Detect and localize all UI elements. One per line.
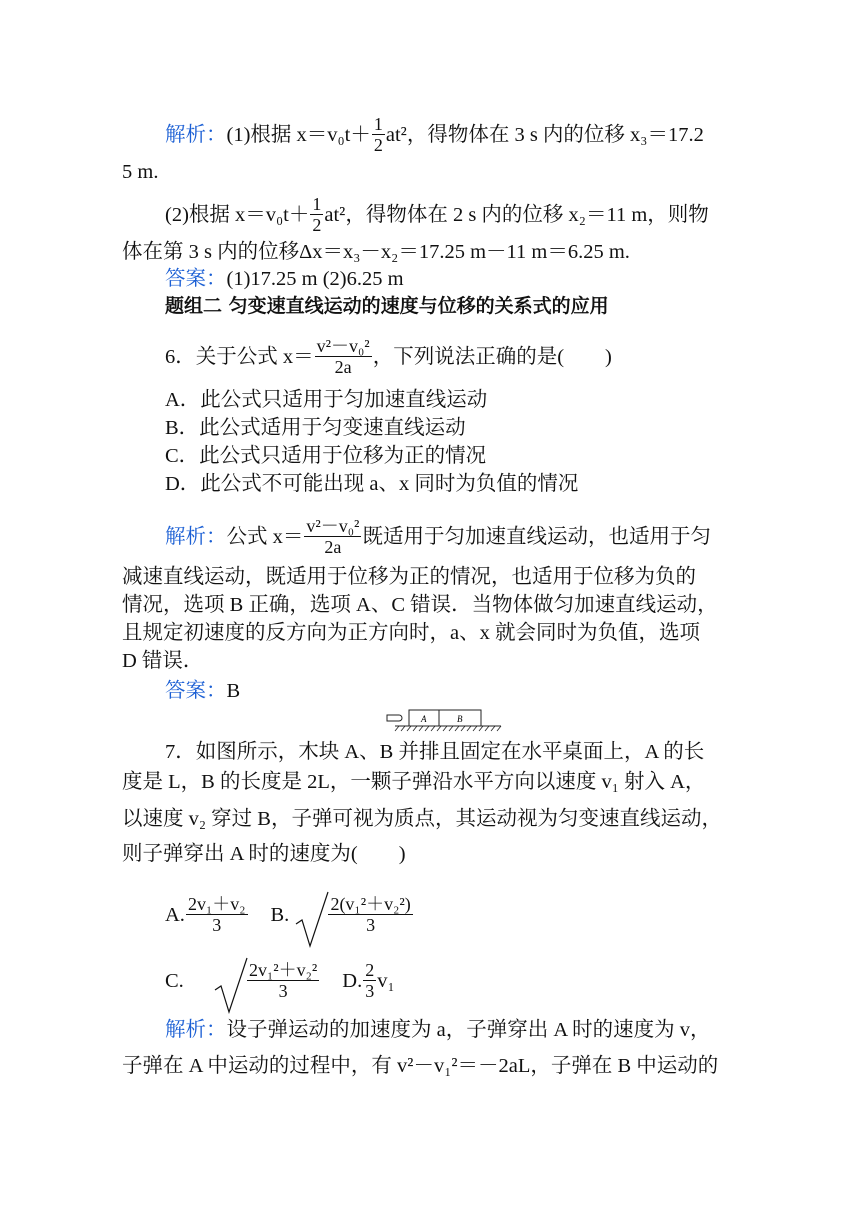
option-d-label: D.: [342, 970, 363, 993]
formula: x＝v₀t＋: [296, 124, 371, 147]
answer-label: 答案：: [165, 268, 227, 290]
bullet-icon: [387, 715, 402, 721]
q7-options-ab: [165, 896, 785, 937]
figure-svg: [385, 707, 505, 733]
q7-stem-line-2: 度是 L，B 的长度是 2L，一颗子弹沿水平方向以速度 v₁ 射入 A，: [122, 771, 706, 793]
q5-analysis-line-4: 体在第 3 s 内的位移Δx＝x₃－x₂＝17.25 m－11 m＝6.25 m.: [122, 241, 630, 263]
table-hatching: [395, 726, 501, 731]
block-a-label: A: [421, 714, 427, 724]
figure-blocks-on-table: [385, 707, 505, 738]
block-b-label: B: [457, 714, 463, 724]
q6-analysis-line-2: 减速直线运动，既适用于位移为正的情况，也适用于位移为负的: [122, 566, 696, 588]
q7-stem-line-1: 7．如图所示，木块 A、B 并排且固定在水平桌面上，A 的长: [165, 741, 705, 763]
q5-analysis-line-1: 解析：(1)根据 x＝v₀t＋ $\frac{1}{2}$ at²，得物体在 3 s 内的位移 x₃＝17.2: [165, 114, 704, 155]
q6-answer: 答案：B: [165, 680, 241, 702]
q6-option-b: B．此公式适用于匀变速直线运动: [165, 417, 466, 439]
q7-stem-line-3: 以速度 v₂ 穿过 B，子弹可视为质点，其运动视为匀变速直线运动，: [122, 808, 722, 830]
q6-analysis-line-5: D 错误．: [122, 650, 204, 672]
option-a-label: A.: [165, 904, 185, 927]
analysis-label: 解析：: [165, 124, 227, 147]
analysis-label: 解析：: [165, 1019, 227, 1041]
option-c-radical: $\frac{\text{2v₁²＋v₂²}}{3}$: [213, 962, 320, 1003]
fraction-velocity-formula: $\frac{\text{v²－v₀²}}{2a}$: [306, 516, 360, 557]
sqrt-icon: [294, 890, 330, 950]
option-a-fraction: $\frac{\text{2v₁＋v₂}}{3}$: [187, 894, 246, 935]
q6-analysis-line-1: 解析：公式 x＝ $\frac{\text{v²－v₀²}}{2a}$ 既适用于匀加速直线运动，也适用于匀: [165, 516, 711, 557]
q7-analysis-line-1: 解析：设子弹运动的加速度为 a，子弹穿出 A 时的速度为 v，: [165, 1019, 711, 1041]
q5-analysis-line-2: 5 m.: [122, 161, 159, 183]
q7-options-cd: C. $\frac{\text{2v₁²＋v₂²}}{3}$ D. $\frac{2}{3}$ v₁: [165, 962, 785, 1003]
option-b-label: B.: [270, 904, 290, 927]
q6-option-d: D．此公式不可能出现 a、x 同时为负值的情况: [165, 473, 579, 495]
q5-answer: 答案：(1)17.25 m (2)6.25 m: [165, 268, 404, 290]
q6-option-a: A．此公式只适用于匀加速直线运动: [165, 389, 488, 411]
q6-analysis-line-3: 情况，选项 B 正确，选项 A、C 错误．当物体做匀加速直线运动，: [122, 594, 718, 616]
q5-analysis-line-3: (2)根据 x＝v₀t＋ $\frac{1}{2}$ at²，得物体在 2 s 内的位移 x₂＝11 m，则物: [165, 194, 709, 235]
option-b-radical: $\frac{\text{2(v₁²＋v₂²)}}{3}$: [294, 896, 413, 937]
q7-stem-line-4: 则子弹穿出 A 时的速度为( ): [122, 843, 406, 865]
analysis-label: 解析：: [165, 526, 227, 549]
fraction-velocity-formula: $\frac{\text{v²－v₀²}}{2a}$: [316, 336, 370, 377]
sqrt-icon: [213, 956, 249, 1016]
group-title: 题组二 匀变速直线运动的速度与位移的关系式的应用: [165, 295, 609, 317]
answer-label: 答案：: [165, 680, 227, 702]
q7-analysis-line-2: 子弹在 A 中运动的过程中，有 v²－v₁²＝－2aL，子弹在 B 中运动的: [122, 1055, 719, 1077]
option-c-label: C.: [165, 970, 184, 993]
q6-analysis-line-4: 且规定初速度的反方向为正方向时，a、x 就会同时为负值，选项: [122, 622, 700, 644]
q6-option-c: C．此公式只适用于位移为正的情况: [165, 445, 487, 467]
fraction-half: $\frac{1}{2}$: [373, 114, 383, 155]
fraction-half: $\frac{1}{2}$: [312, 194, 322, 235]
q6-stem: 6．关于公式 x＝ $\frac{\text{v²－v₀²}}{2a}$ ，下列说法正确的是( ): [165, 336, 612, 377]
formula: x＝v₀t＋: [235, 204, 310, 227]
option-d-fraction: $\frac{2}{3}$: [365, 960, 375, 1001]
